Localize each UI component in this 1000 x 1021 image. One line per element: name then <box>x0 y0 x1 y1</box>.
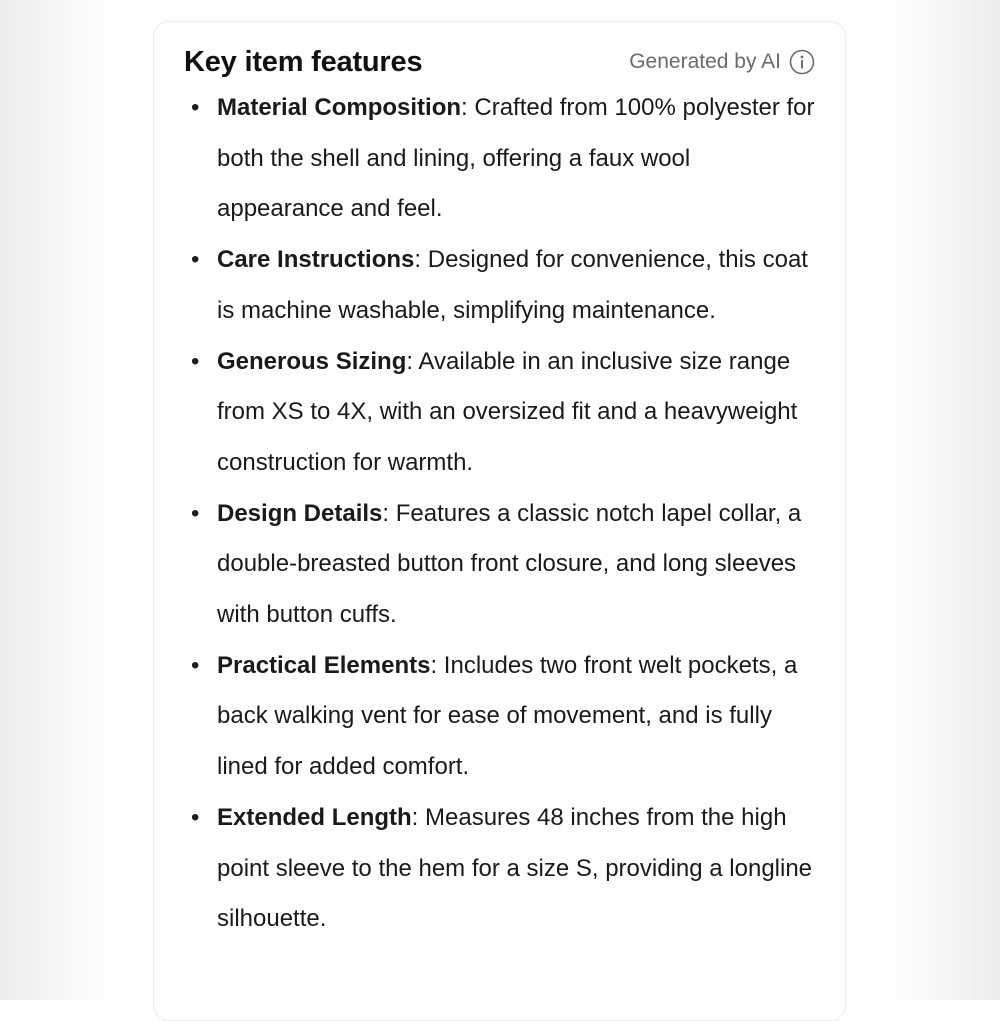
feature-separator: : <box>411 803 426 831</box>
feature-name: Generous Sizing <box>217 347 407 375</box>
key-features-card <box>153 21 846 1021</box>
feature-name: Design Details <box>217 499 383 527</box>
feature-text: Available in an inclusive size range from XS to 4X, with an oversized fit and a heavyweight construction for warmth. <box>217 347 798 476</box>
card-title: Key item features <box>184 45 423 78</box>
ai-generated-text: Generated by AI <box>629 50 781 73</box>
feature-name: Practical Elements <box>217 651 431 679</box>
bullet: • <box>191 499 200 527</box>
card-header <box>184 42 815 82</box>
feature-item <box>191 489 822 641</box>
bullet: • <box>191 651 200 679</box>
feature-name: Material Composition <box>217 94 462 121</box>
feature-name: Extended Length <box>217 803 412 831</box>
feature-separator: : <box>382 499 396 527</box>
bullet: • <box>191 246 200 274</box>
feature-item <box>191 235 822 336</box>
feature-text: Measures 48 inches from the high point sleeve to the hem for a size S, providing a longline silhouette. <box>217 803 813 933</box>
feature-separator: : <box>430 651 444 679</box>
feature-text: Includes two front welt pockets, a back walking vent for ease of movement, and is fully lined for added comfort. <box>217 651 798 781</box>
feature-item <box>191 337 822 489</box>
ai-generated-label[interactable] <box>629 49 815 75</box>
feature-separator: : <box>414 246 428 274</box>
bullet: • <box>191 803 200 831</box>
feature-separator: : <box>406 347 419 375</box>
bullet: • <box>191 94 200 121</box>
feature-item <box>191 793 822 945</box>
feature-separator: : <box>461 94 475 121</box>
bullet: • <box>191 347 200 375</box>
feature-text: Features a classic notch lapel collar, a double-breasted button front closure, and long sleeves with button cuffs. <box>217 499 802 629</box>
feature-item <box>191 83 822 235</box>
feature-item <box>191 641 822 793</box>
feature-text: Crafted from 100% polyester for both the shell and lining, offering a faux wool appearance and feel. <box>217 94 815 223</box>
feature-text: Designed for convenience, this coat is machine washable, simplifying maintenance. <box>217 246 808 324</box>
feature-list <box>191 83 822 945</box>
feature-name: Care Instructions <box>217 246 415 274</box>
info-circle-icon[interactable] <box>789 49 815 75</box>
